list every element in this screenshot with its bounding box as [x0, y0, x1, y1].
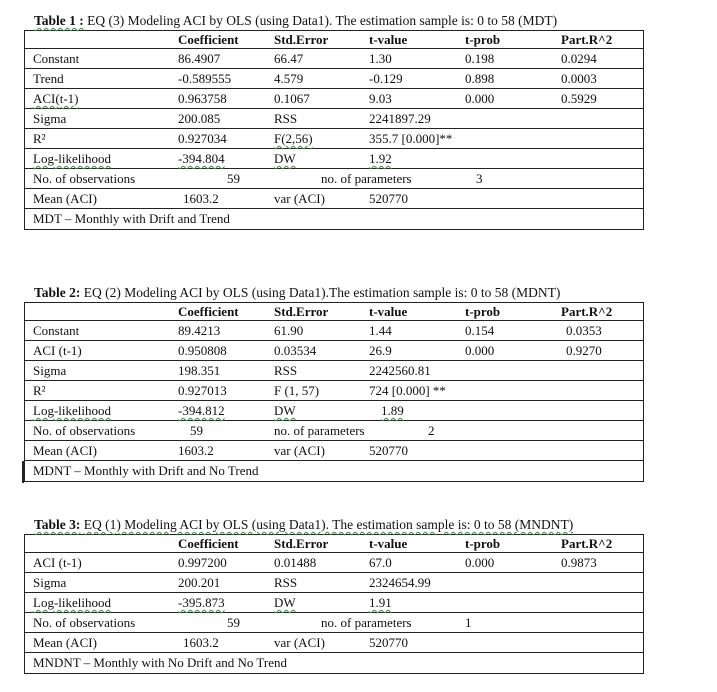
mean-label: Mean (ACI) [33, 443, 97, 458]
table-row [25, 69, 643, 89]
header-coefficient: Coefficient [178, 32, 239, 47]
coefficient-value: 86.4907 [178, 51, 221, 66]
table-3-caption-label: Table 3: [34, 517, 81, 532]
table-2 [24, 284, 644, 482]
parameters-label: no. of parameters [321, 171, 412, 186]
dw-label: DW [274, 403, 296, 418]
table-3-header-row [25, 535, 643, 553]
log-likelihood-value: -394.804 [178, 151, 225, 166]
observations-value: 59 [190, 423, 203, 438]
header-std-error: Std.Error [274, 536, 329, 551]
mean-row [25, 189, 643, 209]
t-value: 1.44 [369, 323, 392, 338]
row-label: Constant [33, 51, 80, 66]
table-2-header-row [25, 303, 643, 321]
std-error-value: 0.01488 [274, 555, 317, 570]
std-error-value: 4.579 [274, 71, 304, 86]
table-1 [24, 12, 644, 230]
header-std-error: Std.Error [274, 304, 329, 319]
coefficient-value: 0.963758 [178, 91, 227, 106]
parameters-value: 3 [476, 171, 483, 186]
var-value: 520770 [369, 191, 408, 206]
table-row [25, 553, 643, 573]
log-likelihood-label: Log-likelihood [33, 403, 111, 418]
table-2-left-border-mark [22, 461, 24, 483]
part-r2-value: 0.0353 [566, 323, 602, 338]
table-2-caption-text: EQ (2) Modeling ACI by OLS (using Data1).The estimation sample is: 0 to 58 (MDNT) [83, 285, 561, 300]
var-value: 520770 [369, 635, 408, 650]
table-3-note: MNDNT – Monthly with No Drift and No Trend [33, 655, 287, 670]
parameters-value: 2 [428, 423, 435, 438]
observations-row [25, 169, 643, 189]
header-t-value: t-value [369, 32, 408, 47]
header-coefficient: Coefficient [178, 536, 239, 551]
table-row [25, 49, 643, 69]
t-prob-value: 0.000 [465, 91, 495, 106]
t-value: -0.129 [369, 71, 403, 86]
dw-value: 1.92 [369, 151, 392, 166]
r-squared-value: 0.927013 [178, 383, 227, 398]
observations-label: No. of observations [33, 615, 136, 630]
f-stat-value: 724 [0.000] ** [369, 383, 446, 398]
r-squared-value: 0.927034 [178, 131, 227, 146]
table-2-grid [24, 302, 644, 482]
row-label: ACI(t-1) [33, 91, 79, 106]
dw-label: DW [274, 595, 296, 610]
t-value: 26.9 [369, 343, 392, 358]
sigma-label: Sigma [33, 575, 67, 590]
table-1-header-row [25, 31, 643, 49]
parameters-label: no. of parameters [321, 615, 412, 630]
mean-row [25, 441, 643, 461]
dw-label: DW [274, 151, 296, 166]
sigma-value: 200.085 [178, 111, 221, 126]
observations-label: No. of observations [33, 171, 136, 186]
table-3-grid [24, 534, 644, 674]
note-row [25, 653, 643, 673]
table-1-caption [24, 12, 644, 30]
rss-value: 2324654.99 [369, 575, 431, 590]
log-likelihood-row [25, 593, 643, 613]
log-likelihood-value: -394.812 [178, 403, 225, 418]
t-prob-value: 0.898 [465, 71, 495, 86]
t-value: 9.03 [369, 91, 392, 106]
rss-label: RSS [274, 363, 298, 378]
log-likelihood-label: Log-likelihood [33, 595, 111, 610]
var-label: var (ACI) [274, 443, 325, 458]
var-label: var (ACI) [274, 191, 325, 206]
log-likelihood-label: Log-likelihood [33, 151, 111, 166]
t-value: 1.30 [369, 51, 392, 66]
coefficient-value: 89.4213 [178, 323, 221, 338]
table-row [25, 341, 643, 361]
row-label: ACI (t-1) [33, 555, 82, 570]
t-prob-value: 0.000 [465, 555, 495, 570]
parameters-value: 1 [465, 615, 472, 630]
r-squared-row [25, 381, 643, 401]
log-likelihood-value: -395.873 [178, 595, 225, 610]
row-label: ACI (t-1) [33, 343, 82, 358]
table-1-note: MDT – Monthly with Drift and Trend [33, 211, 230, 226]
table-1-caption-text: EQ (3) Modeling ACI by OLS (using Data1). The estimation sample is: 0 to 58 (MDT) [87, 13, 558, 28]
mean-value: 1603.2 [178, 443, 214, 458]
coefficient-value: -0.589555 [178, 71, 232, 86]
table-3-caption [24, 516, 644, 534]
rss-value: 2242560.81 [369, 363, 431, 378]
f-stat-value: 355.7 [0.000]** [369, 131, 453, 146]
part-r2-value: 0.9270 [566, 343, 602, 358]
header-coefficient: Coefficient [178, 304, 239, 319]
table-row [25, 321, 643, 341]
mean-label: Mean (ACI) [33, 635, 97, 650]
parameters-label: no. of parameters [274, 423, 365, 438]
header-t-prob: t-prob [465, 32, 501, 47]
log-likelihood-row [25, 149, 643, 169]
log-likelihood-row [25, 401, 643, 421]
dw-value: 1.89 [381, 403, 404, 418]
std-error-value: 66.47 [274, 51, 304, 66]
observations-value: 59 [227, 171, 240, 186]
f-stat-label: F(2,56) [274, 131, 313, 146]
header-std-error: Std.Error [274, 32, 329, 47]
part-r2-value: 0.9873 [561, 555, 597, 570]
row-label: Constant [33, 323, 80, 338]
observations-row [25, 421, 643, 441]
rss-label: RSS [274, 575, 298, 590]
table-3 [24, 516, 644, 674]
header-part-r2: Part.R^2 [561, 536, 613, 551]
note-row [25, 461, 643, 481]
note-row [25, 209, 643, 229]
table-3-caption-text: EQ (1) Modeling ACI by OLS (using Data1). The estimation sample is: 0 to 58 (MNDNT) [83, 517, 574, 532]
coefficient-value: 0.997200 [178, 555, 227, 570]
var-value: 520770 [369, 443, 408, 458]
r-squared-label: R² [33, 131, 46, 146]
mean-value: 1603.2 [183, 635, 219, 650]
t-value: 67.0 [369, 555, 392, 570]
header-t-value: t-value [369, 304, 408, 319]
r-squared-label: R² [33, 383, 46, 398]
rss-label: RSS [274, 111, 298, 126]
part-r2-value: 0.0294 [561, 51, 597, 66]
sigma-value: 198.351 [178, 363, 221, 378]
mean-label: Mean (ACI) [33, 191, 97, 206]
observations-value: 59 [227, 615, 240, 630]
table-row [25, 89, 643, 109]
var-label: var (ACI) [274, 635, 325, 650]
std-error-value: 0.03534 [274, 343, 317, 358]
f-stat-label: F (1, 57) [274, 383, 320, 398]
observations-label: No. of observations [33, 423, 136, 438]
row-label: Trend [33, 71, 64, 86]
sigma-row [25, 573, 643, 593]
sigma-row [25, 109, 643, 129]
std-error-value: 0.1067 [274, 91, 310, 106]
table-2-caption-label: Table 2: [34, 285, 81, 300]
t-prob-value: 0.198 [465, 51, 495, 66]
table-1-caption-label: Table 1 : [34, 13, 84, 28]
table-2-note: MDNT – Monthly with Drift and No Trend [33, 463, 259, 478]
part-r2-value: 0.5929 [561, 91, 597, 106]
t-prob-value: 0.154 [465, 323, 495, 338]
header-t-value: t-value [369, 536, 408, 551]
header-t-prob: t-prob [465, 536, 501, 551]
mean-value: 1603.2 [183, 191, 219, 206]
observations-row [25, 613, 643, 633]
sigma-row [25, 361, 643, 381]
sigma-value: 200.201 [178, 575, 221, 590]
coefficient-value: 0.950808 [178, 343, 227, 358]
r-squared-row [25, 129, 643, 149]
table-2-caption [24, 284, 644, 302]
part-r2-value: 0.0003 [561, 71, 597, 86]
mean-row [25, 633, 643, 653]
header-part-r2: Part.R^2 [561, 32, 613, 47]
table-1-grid [24, 30, 644, 230]
rss-value: 2241897.29 [369, 111, 431, 126]
sigma-label: Sigma [33, 363, 67, 378]
header-t-prob: t-prob [465, 304, 501, 319]
t-prob-value: 0.000 [465, 343, 495, 358]
header-part-r2: Part.R^2 [561, 304, 613, 319]
sigma-label: Sigma [33, 111, 67, 126]
dw-value: 1.91 [369, 595, 392, 610]
std-error-value: 61.90 [274, 323, 304, 338]
